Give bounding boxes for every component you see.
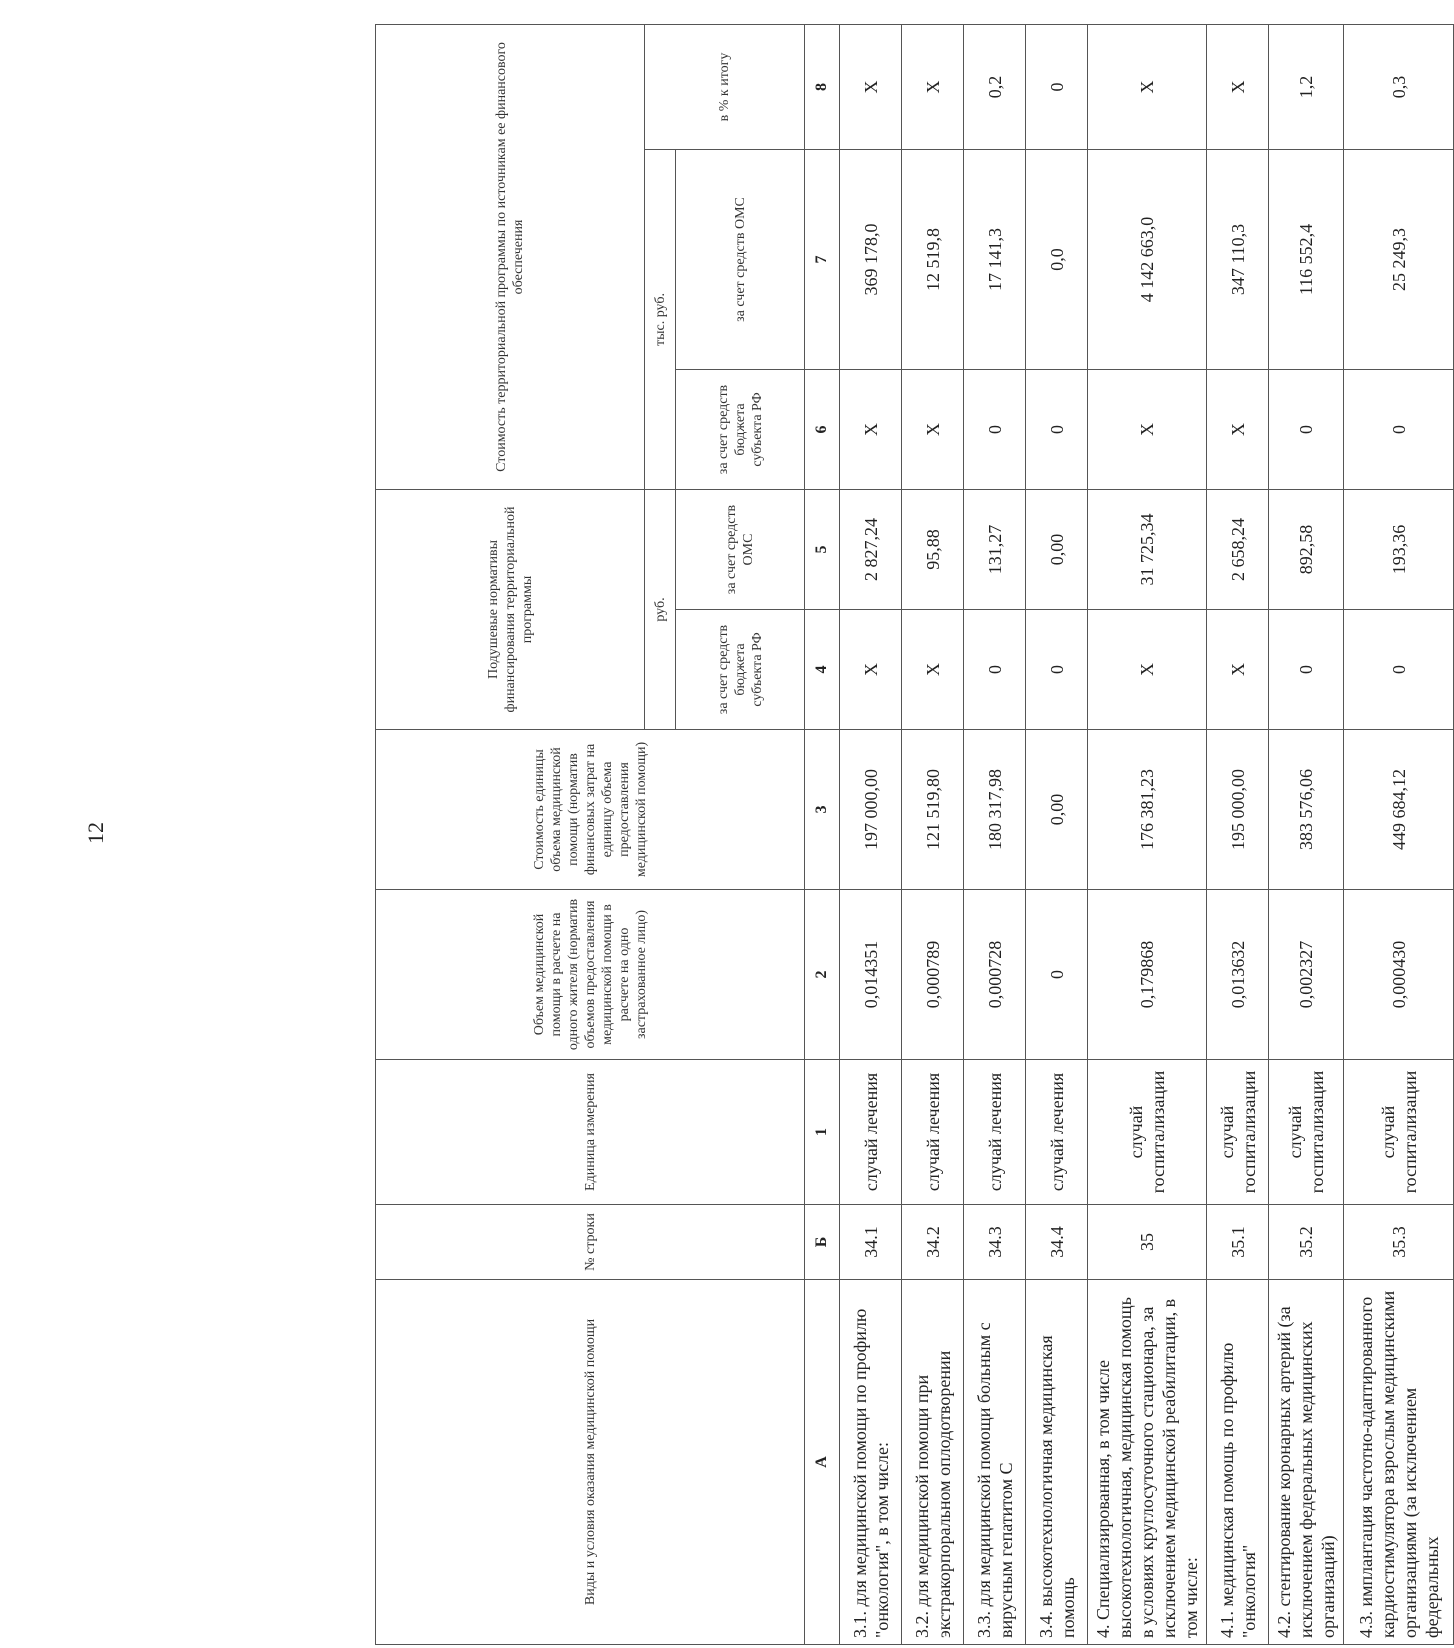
- row-percent: Х: [902, 24, 964, 149]
- row-percent: Х: [1088, 24, 1207, 149]
- row-volume: 0,179868: [1088, 890, 1207, 1060]
- row-budget-per-capita: 0: [1026, 610, 1088, 730]
- header-col-4: за счет средств бюджета субъекта РФ: [676, 610, 805, 730]
- table-row: [1026, 24, 1088, 1644]
- row-unit-cost: 180 317,98: [964, 730, 1026, 890]
- col-num: 7: [805, 150, 840, 370]
- row-unit: случай госпитализации: [1269, 1060, 1344, 1205]
- row-percent: 0: [1026, 24, 1088, 149]
- row-unit-cost: 0,00: [1026, 730, 1088, 890]
- table-row: [902, 24, 964, 1644]
- row-unit: случай госпитализации: [1207, 1060, 1269, 1205]
- header-unit-4-5: руб.: [645, 490, 676, 730]
- row-budget-per-capita: Х: [840, 610, 902, 730]
- table-row: [964, 24, 1026, 1644]
- row-percent: Х: [840, 24, 902, 149]
- row-budget-total: Х: [840, 370, 902, 490]
- row-budget-per-capita: Х: [902, 610, 964, 730]
- col-num: А: [805, 1280, 840, 1645]
- row-oms-per-capita: 2 658,24: [1207, 490, 1269, 610]
- row-oms-total: 347 110,3: [1207, 150, 1269, 370]
- col-num: 1: [805, 1060, 840, 1205]
- row-oms-per-capita: 0,00: [1026, 490, 1088, 610]
- row-name: 3.3. для медицинской помощи больным с вирусным гепатитом С: [964, 1280, 1026, 1645]
- col-num: 2: [805, 890, 840, 1060]
- row-oms-per-capita: 193,36: [1344, 490, 1454, 610]
- row-number: 34.4: [1026, 1205, 1088, 1280]
- row-name: 4.2. стентирование коронарных артерий (за исключением федеральных медицинских организаций): [1269, 1280, 1344, 1645]
- header-col-7: за счет средств ОМС: [676, 150, 805, 370]
- row-unit: случай лечения: [902, 1060, 964, 1205]
- row-oms-total: 116 552,4: [1269, 150, 1344, 370]
- row-oms-per-capita: 131,27: [964, 490, 1026, 610]
- row-budget-total: 0: [964, 370, 1026, 490]
- row-oms-total: 0,0: [1026, 150, 1088, 370]
- header-unit-6-7: тыс. руб.: [645, 150, 676, 490]
- row-name: 3.4. высокотехнологичная медицинская помощь: [1026, 1280, 1088, 1645]
- row-number: 34.1: [840, 1205, 902, 1280]
- row-budget-total: Х: [1088, 370, 1207, 490]
- header-col-1: Единица измерения: [376, 1060, 805, 1205]
- financing-table: [375, 24, 1454, 1645]
- rotated-table-wrapper: [375, 25, 1442, 1645]
- row-volume: 0,013632: [1207, 890, 1269, 1060]
- row-budget-per-capita: Х: [1088, 610, 1207, 730]
- header-col-b: № строки: [376, 1205, 805, 1280]
- row-oms-per-capita: 31 725,34: [1088, 490, 1207, 610]
- row-name: 3.2. для медицинской помощи при экстракорпоральном оплодотворении: [902, 1280, 964, 1645]
- header-group-6-8: Стоимость территориальной программы по источникам ее финансового обеспечения: [376, 24, 645, 489]
- row-number: 35.2: [1269, 1205, 1344, 1280]
- row-unit-cost: 383 576,06: [1269, 730, 1344, 890]
- row-number: 35: [1088, 1205, 1207, 1280]
- row-name: 4. Специализированная, в том числе высокотехнологичная, медицинская помощь в условиях круглосуточного стационара, за исключением медицинской реабилитации, в том числе:: [1088, 1280, 1207, 1645]
- header-col-6: за счет средств бюджета субъекта РФ: [676, 370, 805, 490]
- row-number: 35.1: [1207, 1205, 1269, 1280]
- row-unit: случай госпитализации: [1344, 1060, 1454, 1205]
- page-number: 12: [83, 822, 108, 844]
- header-group-4-5: Подушевые нормативы финансирования территориальной программы: [376, 490, 645, 730]
- row-percent: 1,2: [1269, 24, 1344, 149]
- row-budget-per-capita: Х: [1207, 610, 1269, 730]
- row-budget-total: Х: [902, 370, 964, 490]
- row-volume: 0,000728: [964, 890, 1026, 1060]
- row-number: 34.2: [902, 1205, 964, 1280]
- row-name: 4.3. имплантация частотно-адаптированного кардиостимулятора взрослым медицинскими организациями (за исключением федеральных: [1344, 1280, 1454, 1645]
- row-unit-cost: 449 684,12: [1344, 730, 1454, 890]
- row-oms-per-capita: 892,58: [1269, 490, 1344, 610]
- row-volume: 0,000789: [902, 890, 964, 1060]
- row-percent: 0,2: [964, 24, 1026, 149]
- row-name: 4.1. медицинская помощь по профилю "онкология": [1207, 1280, 1269, 1645]
- row-number: 35.3: [1344, 1205, 1454, 1280]
- row-oms-total: 369 178,0: [840, 150, 902, 370]
- row-oms-total: 25 249,3: [1344, 150, 1454, 370]
- row-volume: 0,014351: [840, 890, 902, 1060]
- header-col-2: Объем медицинской помощи в расчете на одного жителя (норматив объемов предоставления медицинской помощи в расчете на одно застрахованное лицо): [376, 890, 805, 1060]
- col-num: 3: [805, 730, 840, 890]
- row-oms-total: 17 141,3: [964, 150, 1026, 370]
- row-unit-cost: 176 381,23: [1088, 730, 1207, 890]
- row-volume: 0,002327: [1269, 890, 1344, 1060]
- row-number: 34.3: [964, 1205, 1026, 1280]
- row-unit-cost: 195 000,00: [1207, 730, 1269, 890]
- row-oms-per-capita: 2 827,24: [840, 490, 902, 610]
- table-row: [840, 24, 902, 1644]
- header-col-8: в % к итогу: [645, 24, 805, 149]
- row-unit: случай лечения: [1026, 1060, 1088, 1205]
- header-col-a: Виды и условия оказания медицинской помощи: [376, 1280, 805, 1645]
- col-num: Б: [805, 1205, 840, 1280]
- table-row: [1088, 24, 1207, 1644]
- col-num: 8: [805, 24, 840, 149]
- table-row: [1344, 24, 1454, 1644]
- row-unit: случай лечения: [964, 1060, 1026, 1205]
- column-number-row: [805, 24, 840, 1644]
- row-unit: случай госпитализации: [1088, 1060, 1207, 1205]
- row-unit-cost: 121 519,80: [902, 730, 964, 890]
- row-budget-total: 0: [1026, 370, 1088, 490]
- header-col-5: за счет средств ОМС: [676, 490, 805, 610]
- row-budget-per-capita: 0: [1344, 610, 1454, 730]
- row-unit: случай лечения: [840, 1060, 902, 1205]
- col-num: 4: [805, 610, 840, 730]
- header-col-3: Стоимость единицы объема медицинской помощи (норматив финансовых затрат на единицу объема предоставления медицинской помощи): [376, 730, 805, 890]
- col-num: 6: [805, 370, 840, 490]
- row-volume: 0: [1026, 890, 1088, 1060]
- row-budget-total: 0: [1344, 370, 1454, 490]
- row-budget-per-capita: 0: [1269, 610, 1344, 730]
- row-unit-cost: 197 000,00: [840, 730, 902, 890]
- row-percent: Х: [1207, 24, 1269, 149]
- row-volume: 0,000430: [1344, 890, 1454, 1060]
- row-oms-total: 4 142 663,0: [1088, 150, 1207, 370]
- table-row: [1207, 24, 1269, 1644]
- row-name: 3.1. для медицинской помощи по профилю "онкология", в том числе:: [840, 1280, 902, 1645]
- row-percent: 0,3: [1344, 24, 1454, 149]
- table-row: [1269, 24, 1344, 1644]
- row-oms-total: 12 519,8: [902, 150, 964, 370]
- row-oms-per-capita: 95,88: [902, 490, 964, 610]
- row-budget-total: 0: [1269, 370, 1344, 490]
- row-budget-per-capita: 0: [964, 610, 1026, 730]
- col-num: 5: [805, 490, 840, 610]
- row-budget-total: Х: [1207, 370, 1269, 490]
